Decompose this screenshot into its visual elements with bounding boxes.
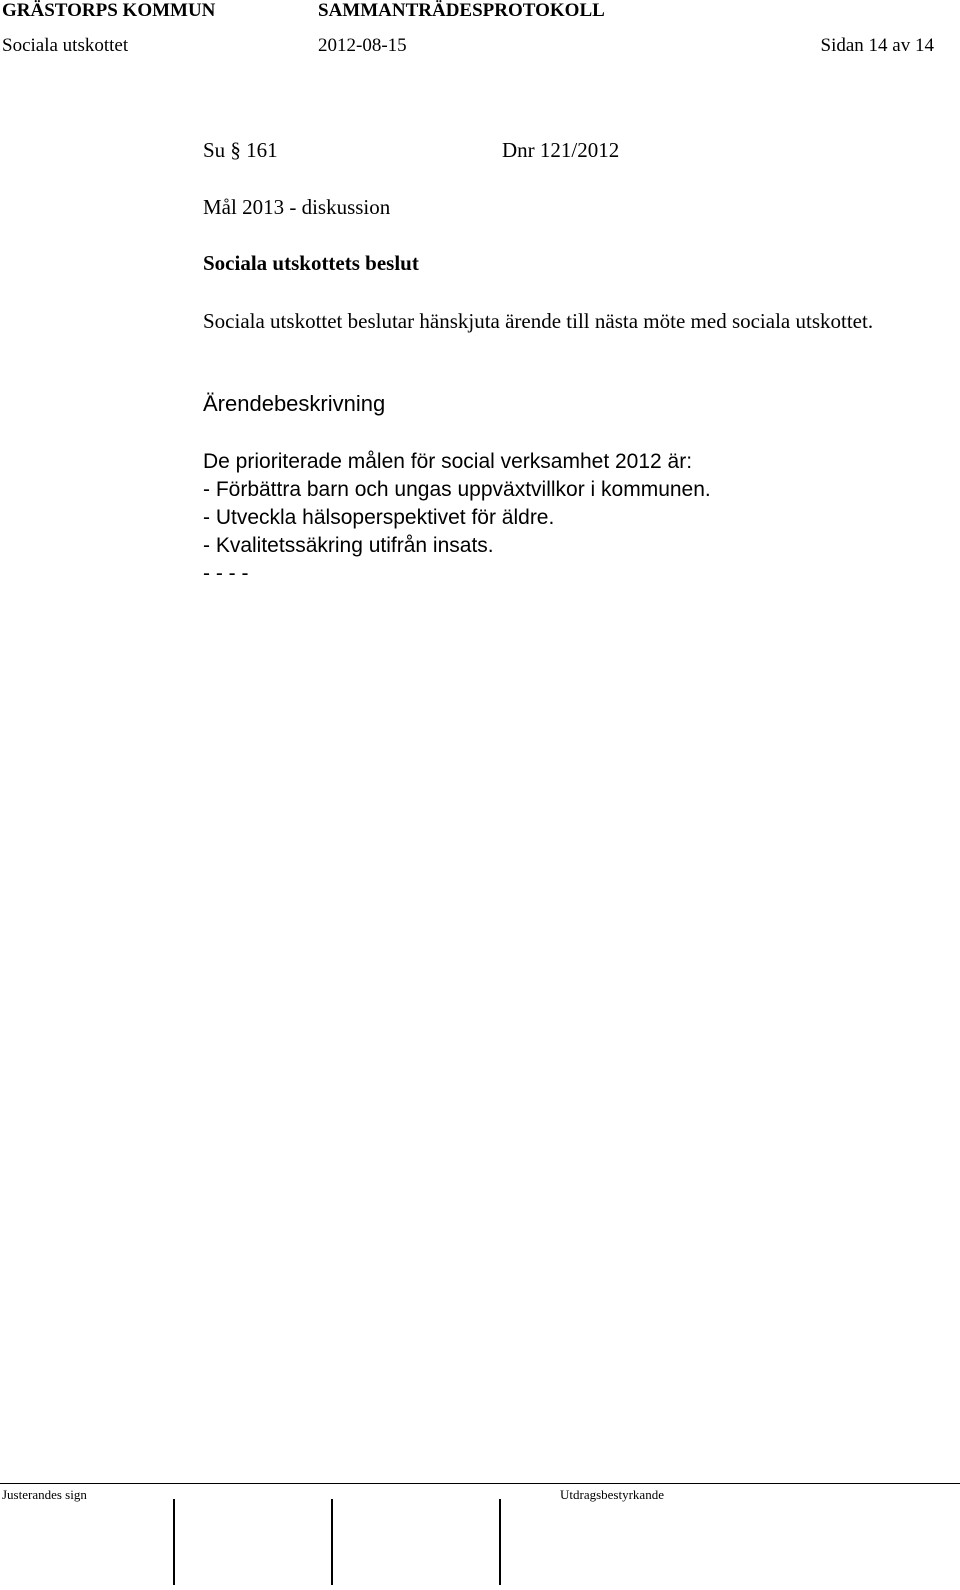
description-line: - Utveckla hälsoperspektivet för äldre. bbox=[203, 506, 555, 529]
justerandes-sign-label: Justerandes sign bbox=[2, 1487, 87, 1502]
decision-text: Sociala utskottet beslutar hänskjuta ärende till nästa möte med sociala utskottet. bbox=[203, 309, 874, 333]
description-heading: Ärendebeskrivning bbox=[203, 391, 386, 416]
decision-heading: Sociala utskottets beslut bbox=[203, 251, 419, 275]
item-title: Mål 2013 - diskussion bbox=[203, 195, 391, 219]
signature-divider bbox=[173, 1499, 175, 1585]
signature-divider bbox=[331, 1499, 333, 1585]
description-line: De prioriterade målen för social verksamhet 2012 är: bbox=[203, 450, 693, 473]
description-line: - - - - bbox=[203, 562, 249, 585]
description-line: - Kvalitetssäkring utifrån insats. bbox=[203, 534, 494, 557]
diary-number: Dnr 121/2012 bbox=[502, 138, 620, 162]
organization-name: GRÄSTORPS KOMMUN bbox=[2, 0, 216, 21]
page-number: Sidan 14 av 14 bbox=[820, 35, 934, 56]
paragraph-number: Su § 161 bbox=[203, 138, 278, 162]
utdragsbestyrkande-label: Utdragsbestyrkande bbox=[560, 1487, 664, 1502]
description-line: - Förbättra barn och ungas uppväxtvillkor i kommunen. bbox=[203, 478, 711, 501]
description-body bbox=[203, 448, 711, 588]
meeting-date: 2012-08-15 bbox=[318, 35, 407, 56]
footer-rule bbox=[0, 1483, 960, 1484]
signature-divider bbox=[499, 1499, 501, 1585]
committee-name: Sociala utskottet bbox=[2, 35, 129, 56]
document-type: SAMMANTRÄDESPROTOKOLL bbox=[318, 0, 605, 21]
